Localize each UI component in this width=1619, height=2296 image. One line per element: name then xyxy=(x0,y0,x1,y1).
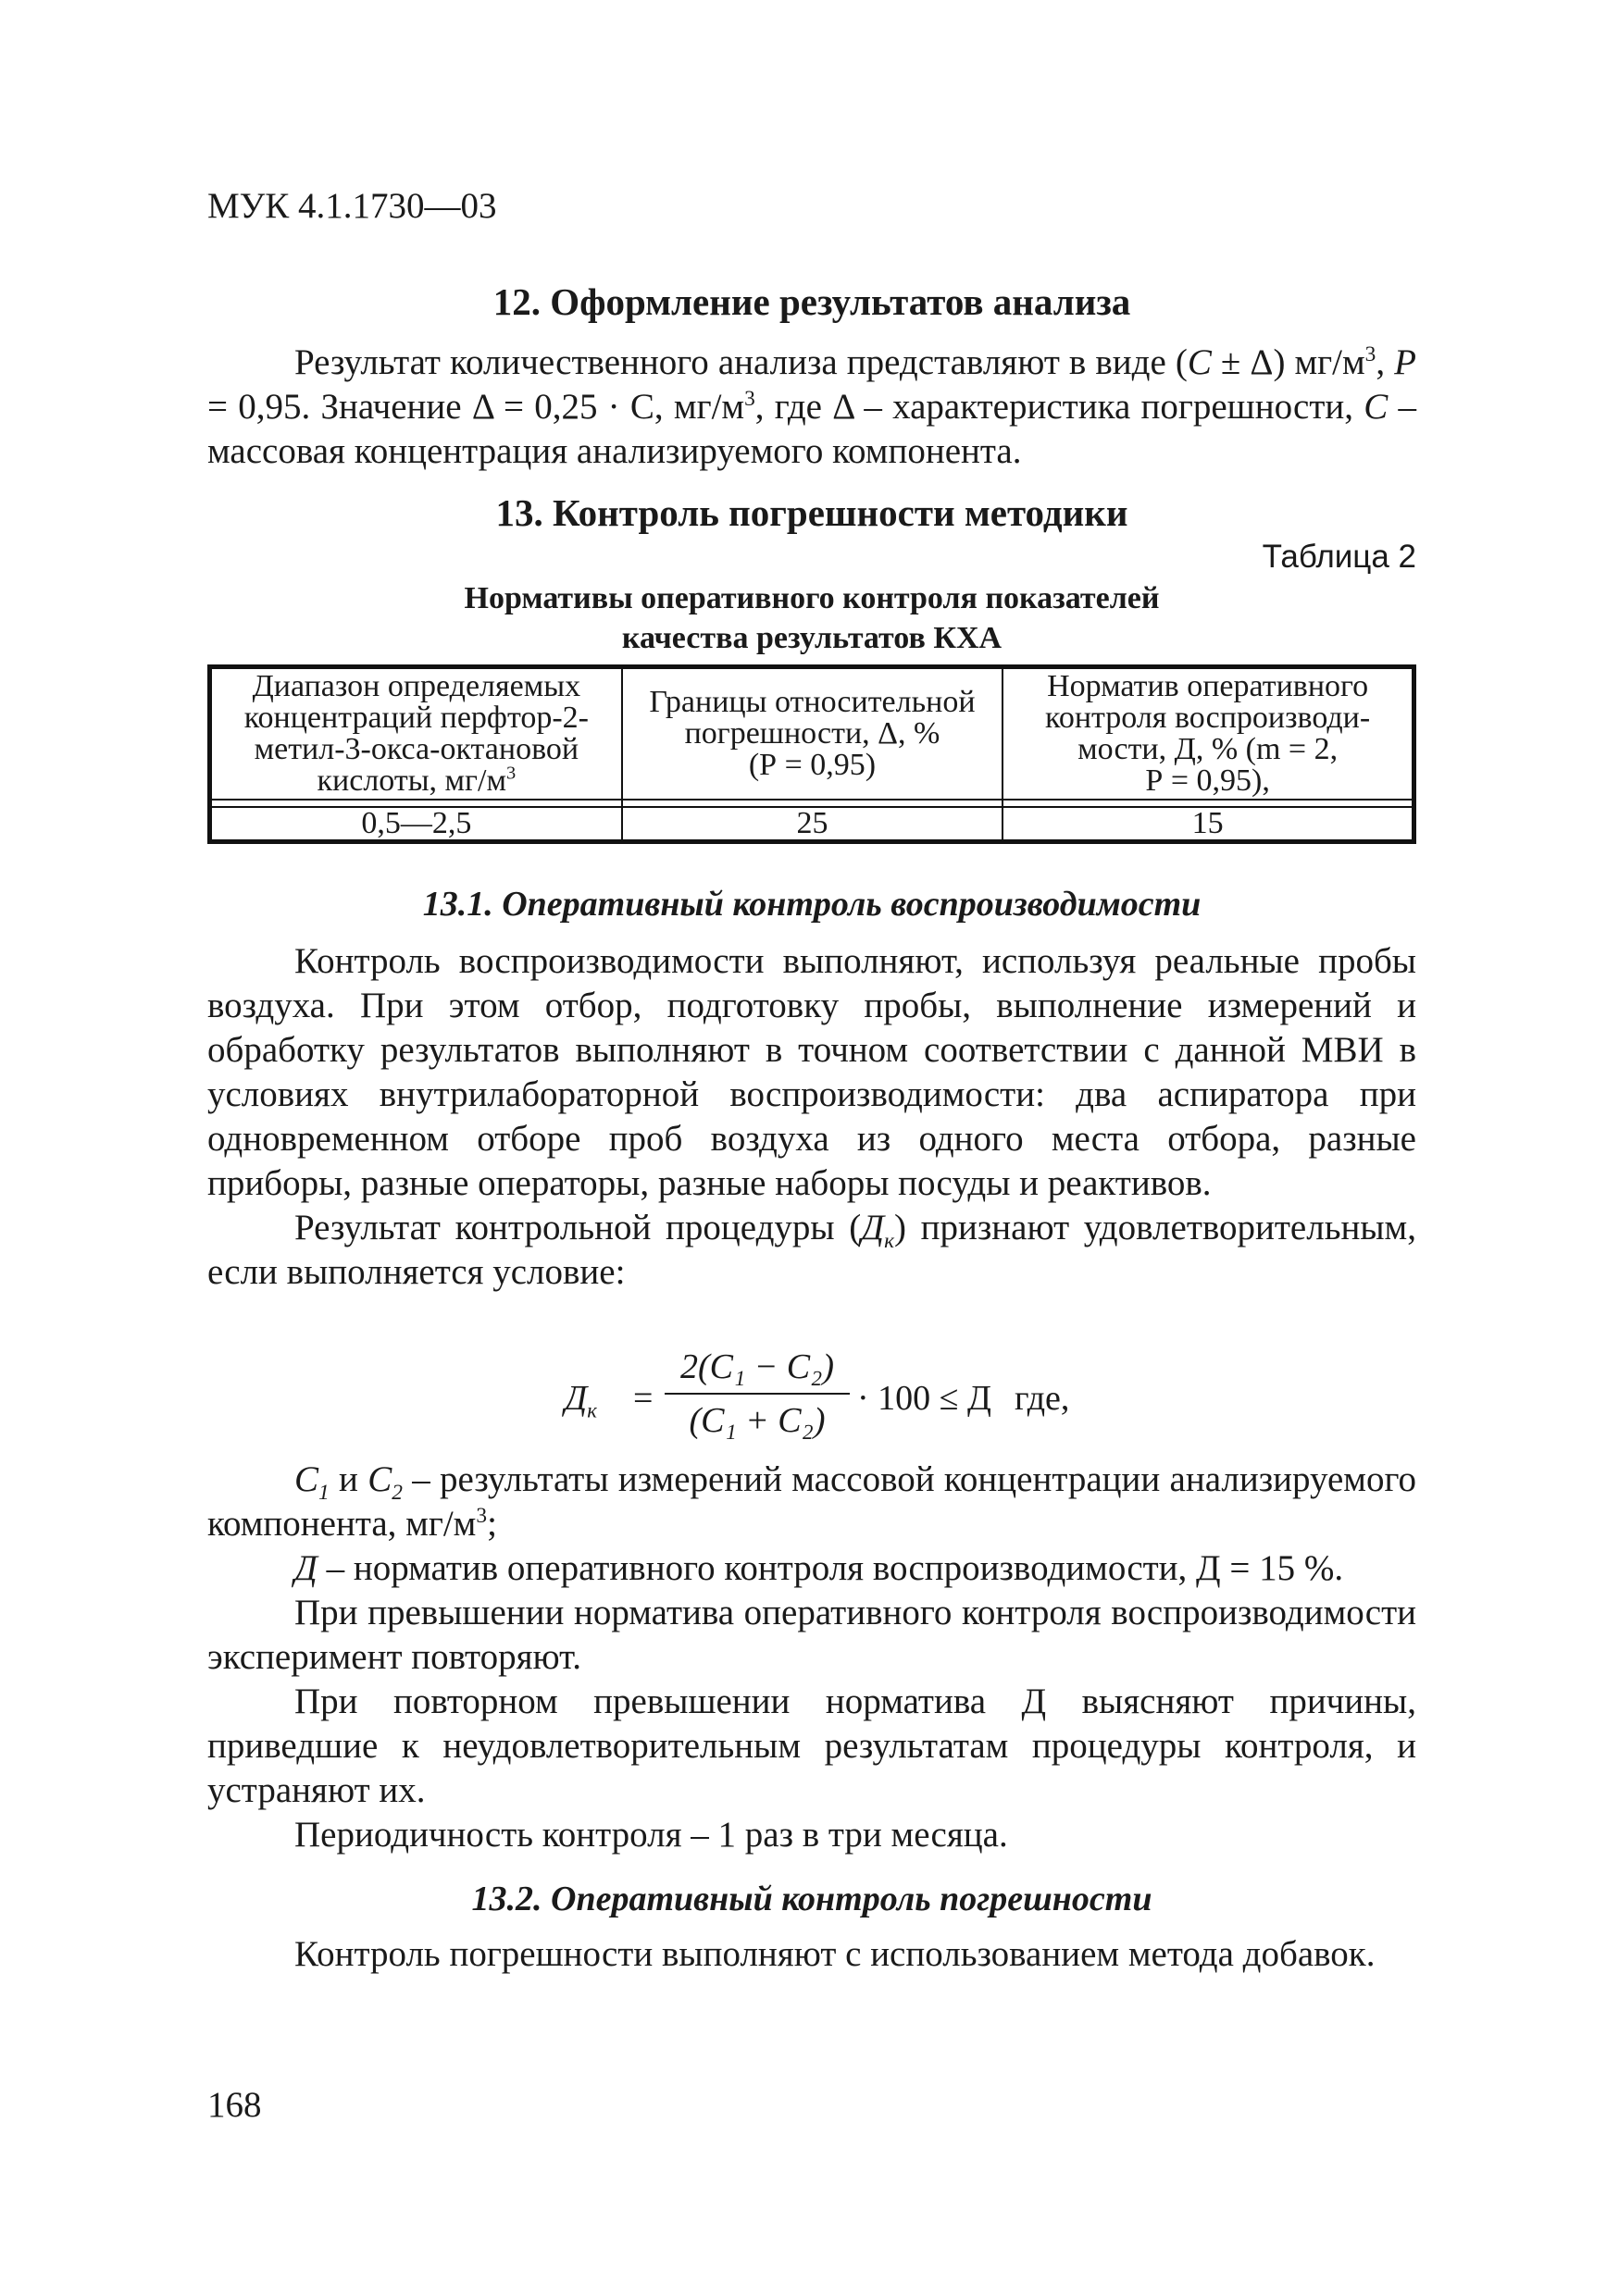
formula-rhs: · 100 ≤ Д xyxy=(857,1379,991,1418)
table-caption xyxy=(207,578,1416,658)
paragraph-reproducibility: Контроль воспроизводимости выполняют, используя реальные пробы воздуха. При этом отбор, подготовку пробы, выполнение измерений и обработку результатов выполняют в точном соответствии с данной МВИ в условиях внутрилабораторной воспроизводимости: два аспиратора при одновременном отборе проб воздуха из одного места отбора, разные приборы, разные операторы, разные наборы посуды и реактивов. xyxy=(207,941,1416,1203)
table-number: Таблица 2 xyxy=(1262,539,1416,575)
running-header: МУК 4.1.1730—03 xyxy=(207,186,497,226)
norms-table xyxy=(207,664,1416,844)
paragraph-additives-method: Контроль погрешности выполняют с использованием метода добавок. xyxy=(294,1934,1376,1974)
fraction-bar xyxy=(665,1393,850,1395)
formula-numerator: 2(C₁ − C₂) xyxy=(679,1347,835,1386)
page-number: 168 xyxy=(207,2085,262,2125)
table-value-row xyxy=(210,807,1414,842)
formula-lhs: $Д_к$ xyxy=(565,1379,597,1422)
paragraph-causes: При повторном превышении норматива Д выясняют причины, приведшие к неудовлетворительным результатам процедуры контроля, и устраняют их. xyxy=(207,1682,1416,1810)
section-13-2-title: 13.2. Оперативный контроль погрешности xyxy=(471,1880,1152,1918)
paragraph-periodicity: Периодичность контроля – 1 раз в три месяца. xyxy=(294,1815,1008,1855)
formula-where: где, xyxy=(1015,1379,1070,1418)
value-cell-range: 0,5—2,5 xyxy=(210,807,622,842)
section-13-1-body xyxy=(207,939,1416,1295)
section-12-title: 12. Оформление результатов анализа xyxy=(492,280,1131,323)
value-cell-error: 25 xyxy=(622,807,1003,842)
paragraph-result-condition: Результат контрольной процедуры $(Д_к)$ признают удовлетворительным, если выполняется условие: xyxy=(207,1208,1416,1292)
definition-d: Д – норматив оперативного контроля воспроизводимости, Д = 15 %. xyxy=(294,1548,1344,1588)
reproducibility-formula: $Д_к$ = 2(C₁ − C₂) (C₁ + C₂) · 100 ≤ Д где, xyxy=(565,1347,1070,1440)
header-cell-norm: Норматив оперативного контроля воспроизводи- мости, Д, % (m = 2, Р = 0,95), xyxy=(1003,667,1414,800)
header-cell-range: Диапазон определяемых концентраций перфтор-2- метил-3-окса-октановой кислоты, $мг/м^3$ xyxy=(210,667,622,800)
section-13-1-definitions xyxy=(207,1458,1416,1857)
definition-c1-c2: $С_1$ и $С_2$ – результаты измерений массовой концентрации анализируемого компонента, $мг/м^3$; xyxy=(207,1459,1416,1544)
formula-denominator: (C₁ + C₂) xyxy=(689,1401,826,1440)
table-caption-line-1: Нормативы оперативного контроля показателей xyxy=(464,581,1160,615)
table-caption-line-2: качества результатов КХА xyxy=(621,621,1003,655)
value-cell-norm: 15 xyxy=(1003,807,1414,842)
section-13-2-body xyxy=(207,1932,1416,1977)
section-13-title: 13. Контроль погрешности методики xyxy=(495,491,1128,534)
section-12-paragraph: Результат количественного анализа представляют в виде (С ± Δ) $мг/м^3$, Р = 0,95. Значение Δ = 0,25 · С, $мг/м^3$, где Δ – характеристика погрешности, С – массовая концентрация анализируемого компонента. xyxy=(207,342,1416,471)
section-13-1-title: 13.1. Оперативный контроль воспроизводимости xyxy=(422,885,1202,924)
table-header-row xyxy=(210,667,1414,800)
header-cell-error-bounds: Границы относительной погрешности, Δ, % (Р = 0,95) xyxy=(622,667,1003,800)
paragraph-repeat: При превышении норматива оперативного контроля воспроизводимости эксперимент повторяют. xyxy=(207,1593,1416,1677)
